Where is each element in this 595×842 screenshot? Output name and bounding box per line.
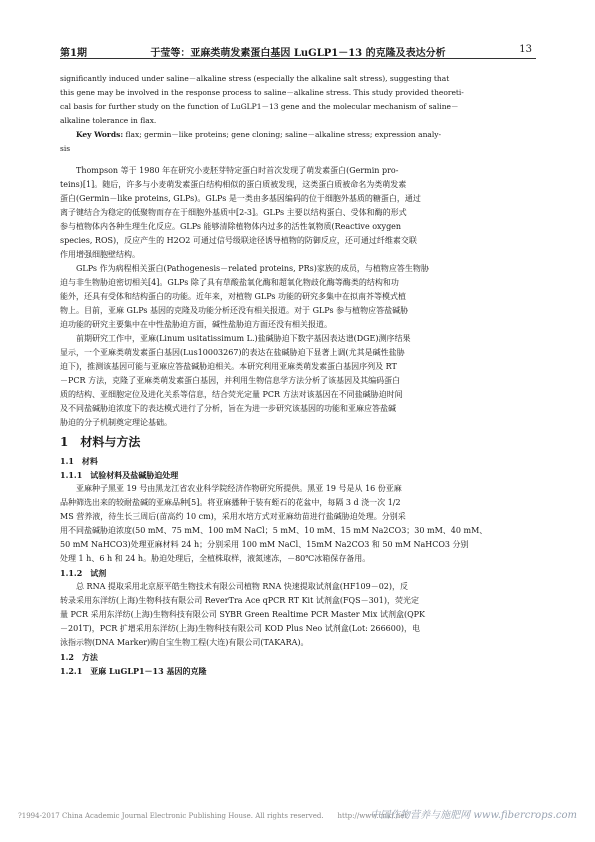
subsection-heading: 1.2 方法 xyxy=(60,652,98,662)
text-line: 迫下)，推测该基因可能与亚麻应答盐碱胁迫相关。本研究利用亚麻类萌发素蛋白基因序列及 RT xyxy=(60,362,397,371)
reagents-paragraph xyxy=(60,580,536,650)
page-number: 13 xyxy=(519,44,532,55)
text-line: 品种筛选出来的较耐盐碱的亚麻品种[5]。将亚麻播种于装有蛭石的花盆中，每隔 3 d 浇一次 1/2 xyxy=(60,498,401,507)
text-line: 作用增强细胞壁结构。 xyxy=(60,250,140,259)
keywords xyxy=(60,128,536,156)
text-line: －PCR 方法，克隆了亚麻类萌发素蛋白基因，并利用生物信息学方法分析了该基因及其编码蛋白 xyxy=(60,376,401,385)
text-line: 物上。目前，亚麻 GLPs 基因的克隆及功能分析还没有相关报道。对于 GLPs 参与植物应答盐碱胁 xyxy=(60,306,409,315)
subsubsection-heading: 1.1.1 试验材料及盐碱胁迫处理 xyxy=(60,470,179,480)
text-line: 50 mM NaHCO3)处理亚麻材料 24 h；分别采用 100 mM NaCl、15mM Na2CO3 和 50 mM NaHCO3 分别 xyxy=(60,540,469,549)
text-line: 亚麻种子黑亚 19 号由黑龙江省农业科学院经济作物研究所提供。黑亚 19 号是从 16 份亚麻 xyxy=(76,484,402,493)
text-line: 胁迫的分子机制奠定理论基础。 xyxy=(60,418,172,427)
issue-number: 第1期 xyxy=(60,48,87,59)
text-line: 处理 1 h、6 h 和 24 h。胁迫处理后，全植株取样，液氮速冻，－80℃冰箱保存备用。 xyxy=(60,554,371,563)
keywords-text: flax; germin－like proteins; gene cloning; saline－alkaline stress; expression analy- xyxy=(125,130,442,139)
text-line: GLPs 作为病程相关蛋白(Pathogenesis－related proteins, PRs)家族的成员，与植物应答生物胁 xyxy=(76,264,429,273)
text-line: 转录采用东洋纺(上海)生物科技有限公司 ReverTra Ace qPCR RT Kit 试剂盒(FQS－301)，荧光定 xyxy=(60,596,419,605)
page-body xyxy=(60,72,536,678)
text-line: 迫功能的研究主要集中在中性盐胁迫方面，碱性盐胁迫方面还没有相关报道。 xyxy=(60,320,332,329)
text-line: 能外，还具有受体和结构蛋白的功能。近年来，对植物 GLPs 功能的研究多集中在拟南芥等模式植 xyxy=(60,292,407,301)
text-line: 离子键结合为稳定的低聚物而存在于细胞外基质中[2-3]。GLPs 主要以结构蛋白、受体和酶的形式 xyxy=(60,208,407,217)
subsubsection-heading: 1.1.2 试剂 xyxy=(60,568,107,578)
text-line: 总 RNA 提取采用北京原平皓生物技术有限公司植物 RNA 快速提取试剂盒(HF109－02)，反 xyxy=(76,582,408,591)
text-line: －201T)，PCR 扩增采用东洋纺(上海)生物科技有限公司 KOD Plus Neo 试剂盒(Lot: 266600)，电 xyxy=(60,624,421,633)
abstract-line: significantly induced under saline－alkaline stress (especially the alkaline salt stress), suggesting that xyxy=(60,74,450,83)
page-footer xyxy=(0,806,595,828)
text-line: 质的结构、亚细胞定位及进化关系等信息，结合荧光定量 PCR 方法对该基因在不同盐碱胁迫时间 xyxy=(60,390,403,399)
text-line: 及不同盐碱胁迫浓度下的表达模式进行了分析，旨在为进一步研究该基因的功能和亚麻应答盐碱 xyxy=(60,404,396,413)
text-line: species, ROS)，反应产生的 H2O2 可通过信号级联途径诱导植物的防御反应，还可通过纤维素交联 xyxy=(60,236,417,245)
section-heading: 1 材料与方法 xyxy=(60,435,141,449)
abstract-line: this gene may be involved in the response process to saline－alkaline stress. This study provided theoreti- xyxy=(60,88,464,97)
keywords-line: sis xyxy=(60,144,71,153)
text-line: MS 营养液，待生长三周后(苗高约 10 cm)，采用水培方式对亚麻幼苗进行盐碱胁迫处理。分别采 xyxy=(60,512,406,521)
text-line: teins)[1]。随后，许多与小麦萌发素蛋白结构相似的蛋白质被发现，这类蛋白质被命名为类萌发素 xyxy=(60,180,407,189)
text-line: 参与植物体内各种生理生化反应。GLPs 能够清除植物体内过多的活性氧物质(Reactive oxygen xyxy=(60,222,402,231)
materials-paragraph xyxy=(60,482,536,566)
text-line: 量 PCR 采用东洋纺(上海)生物科技有限公司 SYBR Green Realtime PCR Master Mix 试剂盒(QPK xyxy=(60,610,426,619)
copyright-notice: ?1994-2017 China Academic Journal Electronic Publishing House. All rights reserved. http://www.cnki.net xyxy=(18,812,408,820)
keywords-line xyxy=(60,128,536,142)
abstract-line: cal basis for further study on the function of LuGLP1－13 gene and the molecular mechanism of saline－ xyxy=(60,102,459,111)
watermark: 中国作物营养与施肥网 www.fibercrops.com xyxy=(370,810,577,821)
intro-paragraph xyxy=(60,332,536,430)
keywords-label: Key Words: xyxy=(76,130,124,139)
text-line: 前期研究工作中，亚麻(Linum usitatissimum L.)盐碱胁迫下数字基因表达谱(DGE)测序结果 xyxy=(76,334,411,343)
running-header xyxy=(60,40,536,59)
abstract-line: alkaline tolerance in flax. xyxy=(60,116,157,125)
text-line: Thompson 等于 1980 年在研究小麦胚芽特定蛋白时首次发现了萌发素蛋白(Germin pro- xyxy=(76,166,399,175)
text-line: 泳指示物(DNA Marker)购自宝生物工程(大连)有限公司(TAKARA)。 xyxy=(60,638,309,647)
text-line: 显示，一个亚麻类萌发素蛋白基因(Lus10003267)的表达在盐碱胁迫下显著上调(尤其是碱性盐胁 xyxy=(60,348,405,357)
running-title: 于莹等：亚麻类萌发素蛋白基因 LuGLP1－13 的克隆及表达分析 xyxy=(150,48,446,59)
text-line: 迫与非生物胁迫密切相关[4]。GLPs 除了具有草酸盐氧化酶和超氧化物歧化酶等酶类的结构和功 xyxy=(60,278,399,287)
text-line: 蛋白(Germin－like proteins, GLPs)。GLPs 是一类由多基因编码的位于细胞外基质的糖蛋白，通过 xyxy=(60,194,421,203)
english-abstract xyxy=(60,72,536,128)
intro-paragraph xyxy=(60,262,536,332)
text-line: 用不同盐碱胁迫浓度(50 mM、75 mM、100 mM NaCl；5 mM、10 mM、15 mM Na2CO3；30 mM、40 mM、 xyxy=(60,526,488,535)
intro-paragraph xyxy=(60,164,536,262)
subsection-heading: 1.1 材料 xyxy=(60,456,98,466)
subsubsection-heading: 1.2.1 亚麻 LuGLP1－13 基因的克隆 xyxy=(60,666,207,676)
